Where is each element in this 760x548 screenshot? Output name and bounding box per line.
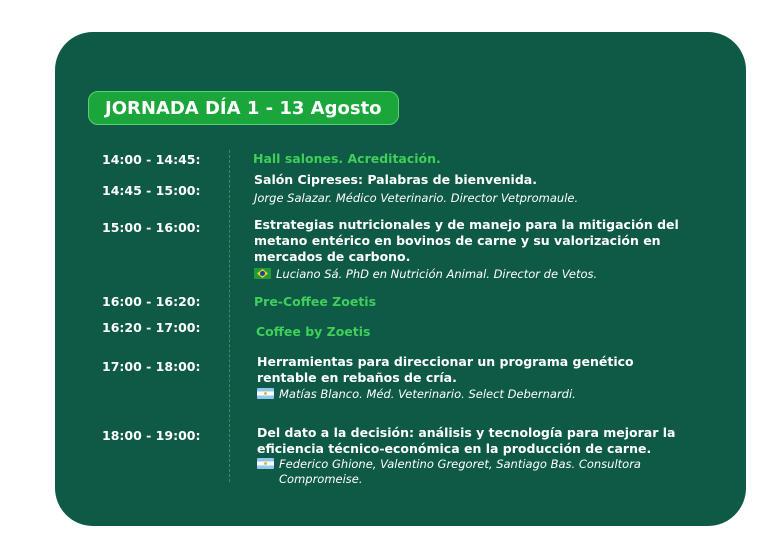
item-speaker-continued: Compromeise. [279, 472, 363, 486]
item-title: Estrategias nutricionales y de manejo para la mitigación del metano entérico en bovinos de carne y su valorización en mercados de carbono. [254, 217, 679, 264]
item-title: Del dato a la decisión: análisis y tecnología para mejorar la eficiencia técnico-económica en la producción de carne. [257, 425, 676, 456]
argentina-flag-icon [257, 458, 274, 469]
item-title: Salón Cipreses: Palabras de bienvenida. [254, 172, 537, 187]
time-slot: 16:00 - 16:20: [102, 294, 201, 309]
agenda-item [257, 425, 687, 487]
item-speaker: Matías Blanco. Méd. Veterinario. Select Debernardi. [279, 387, 576, 401]
day-header-badge: JORNADA DÍA 1 - 13 Agosto [88, 91, 399, 125]
time-slot: 17:00 - 18:00: [102, 359, 201, 374]
agenda-item [253, 151, 693, 166]
item-speaker-row [257, 457, 687, 487]
item-title: Pre-Coffee Zoetis [254, 294, 377, 309]
agenda-item [256, 324, 696, 339]
time-slot: 14:00 - 14:45: [102, 152, 201, 167]
time-slot: 15:00 - 16:00: [102, 220, 201, 235]
item-speaker: Luciano Sá. PhD en Nutrición Animal. Director de Vetos. [276, 267, 598, 281]
item-speaker-row [257, 387, 657, 402]
item-title: Coffee by Zoetis [256, 324, 371, 339]
item-speaker-row [254, 267, 684, 282]
brazil-flag-icon [254, 268, 271, 279]
item-title: Hall salones. Acreditación. [253, 151, 441, 166]
time-slot: 14:45 - 15:00: [102, 183, 201, 198]
item-speaker: Federico Ghione, Valentino Gregoret, Santiago Bas. Consultora [279, 457, 641, 471]
time-slot: 18:00 - 19:00: [102, 428, 201, 443]
agenda-item [254, 172, 694, 206]
agenda-item [254, 294, 694, 309]
time-slot: 16:20 - 17:00: [102, 320, 201, 335]
timeline-divider [229, 150, 230, 482]
item-speaker: Jorge Salazar. Médico Veterinario. Director Vetpromaule. [254, 191, 579, 205]
agenda-item [254, 217, 684, 282]
agenda-item [257, 354, 657, 402]
item-title: Herramientas para direccionar un programa genético rentable en rebaños de cría. [257, 354, 634, 385]
argentina-flag-icon [257, 388, 274, 399]
